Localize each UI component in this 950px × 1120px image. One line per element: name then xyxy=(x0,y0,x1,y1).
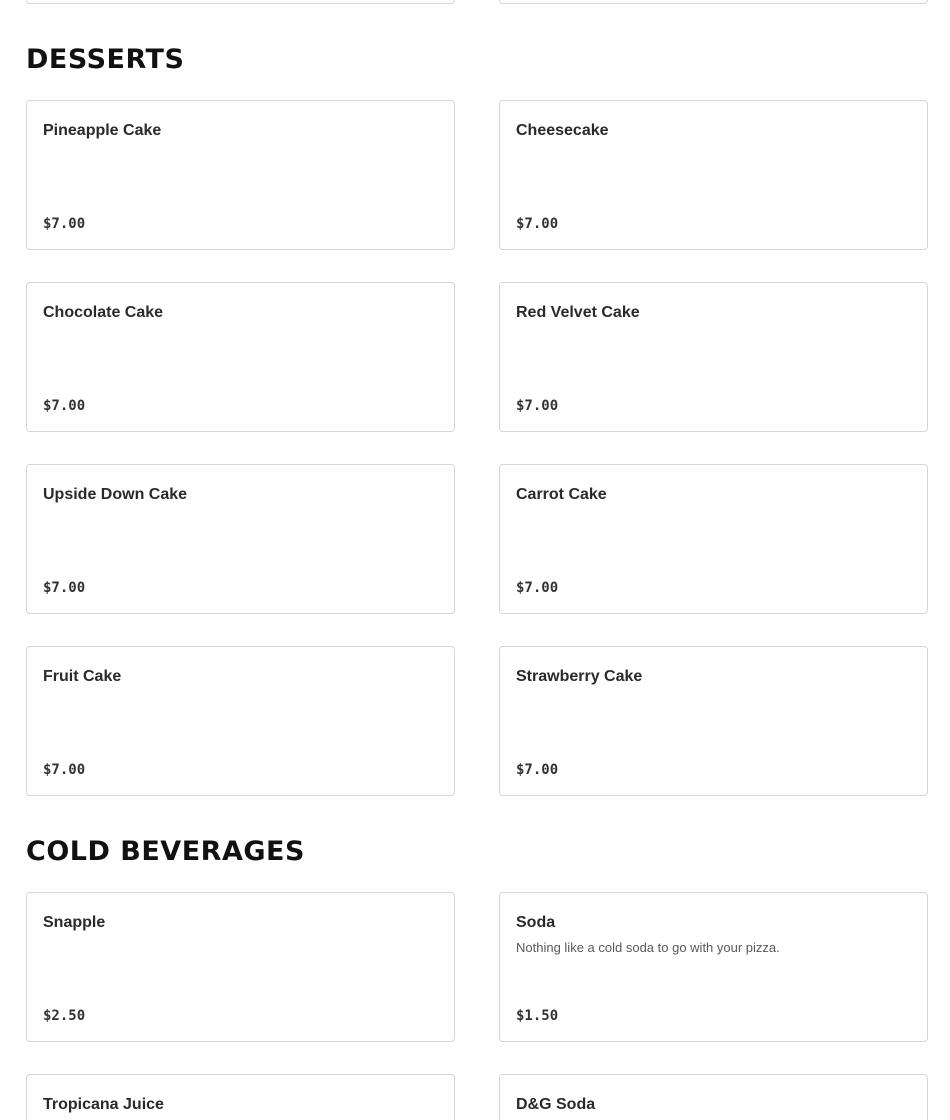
menu-item-name: Upside Down Cake xyxy=(43,486,188,503)
menu-item-card[interactable] xyxy=(499,1074,928,1120)
section-title-desserts: DESSERTS xyxy=(26,44,185,75)
menu-item-card[interactable] xyxy=(499,282,928,432)
menu-item-price: $7.00 xyxy=(43,762,86,778)
menu-item-name: Soda xyxy=(516,914,556,931)
menu-item-price: $7.00 xyxy=(516,216,559,232)
menu-item-price: $7.00 xyxy=(516,580,559,596)
menu-item-card[interactable] xyxy=(499,892,928,1042)
menu-item-price: $7.00 xyxy=(43,216,86,232)
menu-item-price: $7.00 xyxy=(516,398,559,414)
menu-item-card[interactable] xyxy=(26,892,455,1042)
menu-item-card[interactable] xyxy=(26,464,455,614)
menu-item-price: $2.50 xyxy=(43,1008,86,1024)
menu-item-price: $7.00 xyxy=(516,762,559,778)
cold-beverages-grid xyxy=(0,892,928,1120)
menu-item-price: $7.00 xyxy=(43,398,86,414)
menu-item-card[interactable] xyxy=(26,282,455,432)
menu-item-name: Fruit Cake xyxy=(43,668,122,685)
menu-item-card[interactable] xyxy=(26,646,455,796)
menu-item-card[interactable] xyxy=(499,100,928,250)
menu-item-card[interactable] xyxy=(26,0,455,4)
menu-item-price: $7.00 xyxy=(43,580,86,596)
menu-item-description: Nothing like a cold soda to go with your pizza. xyxy=(516,940,780,955)
menu-item-card[interactable] xyxy=(26,100,455,250)
menu-item-name: Strawberry Cake xyxy=(516,668,643,685)
menu-item-name: D&G Soda xyxy=(516,1096,596,1113)
menu-item-name: Carrot Cake xyxy=(516,486,607,503)
menu-item-card[interactable] xyxy=(499,0,928,4)
menu-item-name: Pineapple Cake xyxy=(43,122,162,139)
menu-item-name: Red Velvet Cake xyxy=(516,304,640,321)
desserts-grid xyxy=(0,100,928,796)
section-title-cold-beverages: COLD BEVERAGES xyxy=(26,836,305,867)
menu-item-card[interactable] xyxy=(499,646,928,796)
menu-item-card[interactable] xyxy=(26,1074,455,1120)
menu-item-card[interactable] xyxy=(499,464,928,614)
menu-item-name: Tropicana Juice xyxy=(43,1096,164,1113)
menu-item-name: Cheesecake xyxy=(516,122,609,139)
previous-section-grid xyxy=(0,0,928,4)
menu-item-name: Snapple xyxy=(43,914,106,931)
menu-item-name: Chocolate Cake xyxy=(43,304,164,321)
menu-item-price: $1.50 xyxy=(516,1008,559,1024)
